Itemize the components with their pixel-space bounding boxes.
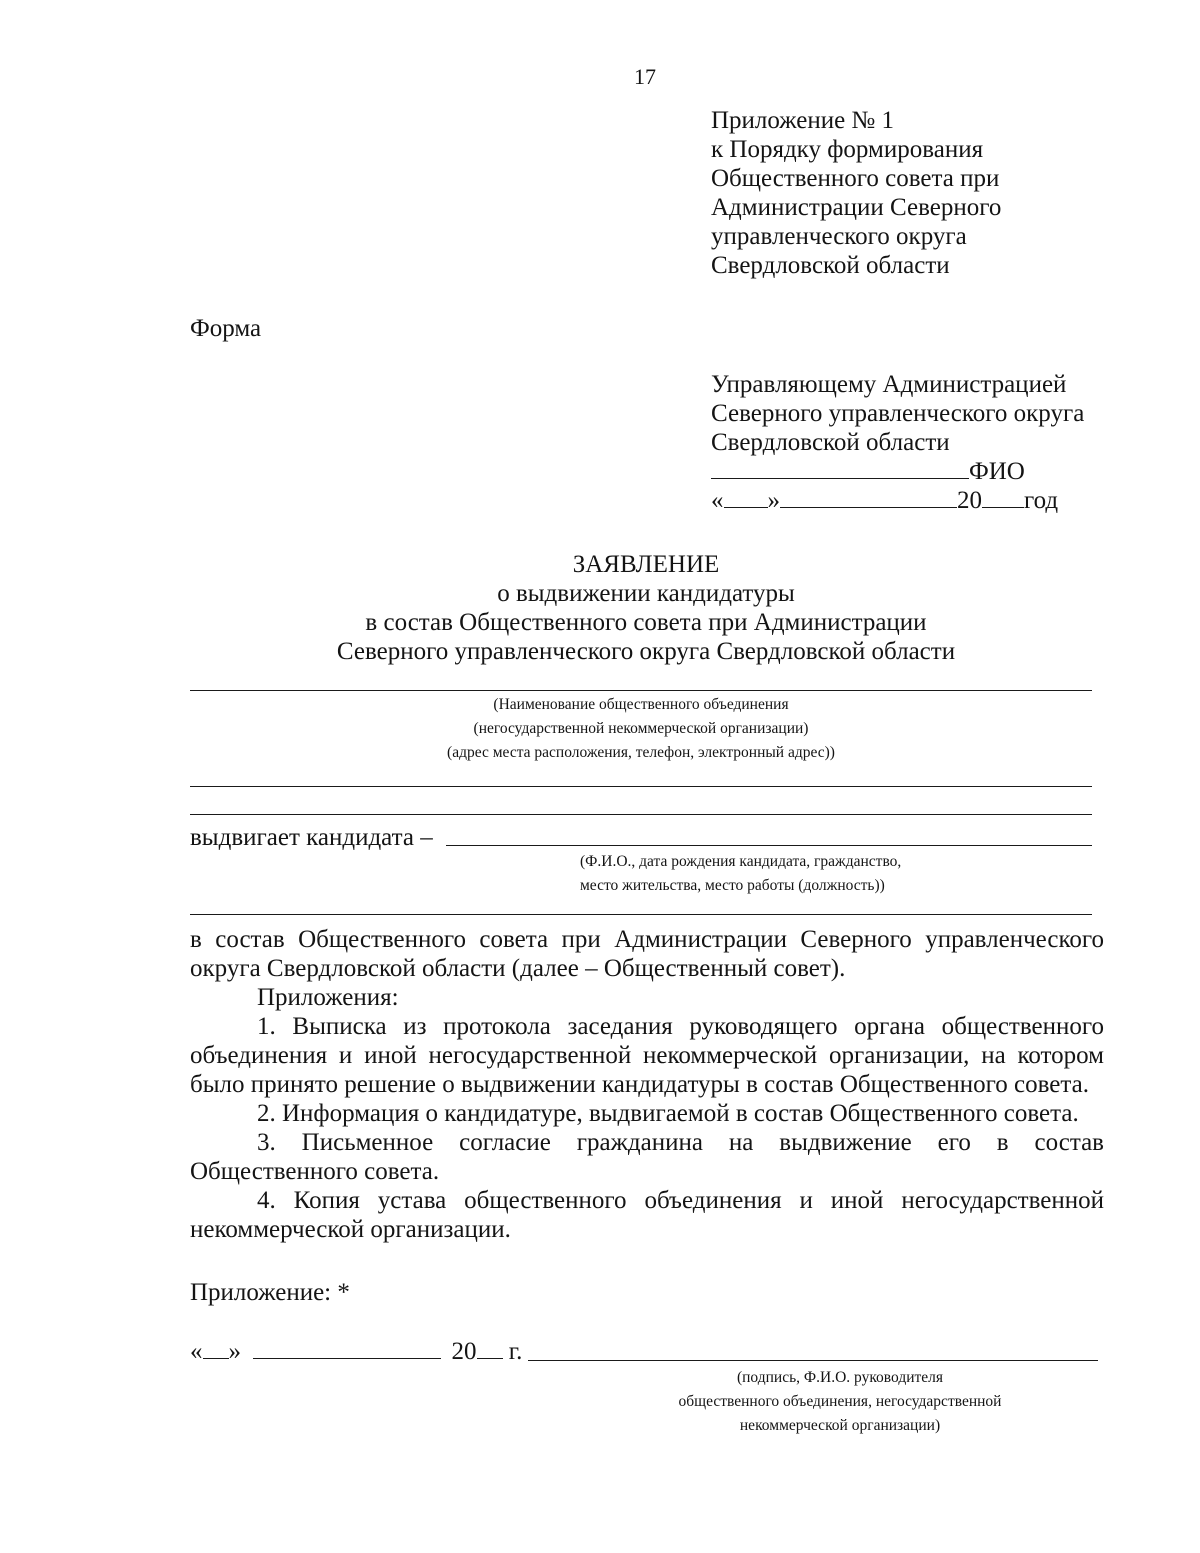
appendix-title: Приложение № 1 — [711, 107, 895, 134]
org-caption-line: (негосударственной некоммерческой организации) — [473, 720, 809, 737]
signature-caption-line: общественного объединения, негосударственной — [678, 1393, 1002, 1410]
day-blank[interactable] — [724, 507, 768, 508]
fio-blank[interactable] — [711, 478, 969, 479]
attachment-item-3: 3. Письменное согласие гражданина на выдвижение его в состав Общественного совета. — [190, 1129, 1104, 1185]
attachment-item-2: 2. Информация о кандидатуре, выдвигаемой в состав Общественного совета. — [257, 1100, 1079, 1127]
fio-label: ФИО — [969, 458, 1025, 485]
appendix-word: округа — [896, 223, 967, 250]
signature-year-blank[interactable] — [477, 1358, 503, 1359]
org-name-line[interactable] — [190, 690, 1092, 691]
statement-subtitle-2: в состав Общественного совета при Администрации — [365, 609, 927, 636]
signature-date-line — [190, 1337, 522, 1366]
appendix-word: управленческого — [711, 223, 890, 250]
attachments-title: Приложения: — [257, 984, 399, 1011]
appendix-line-3 — [711, 193, 1103, 222]
year-blank[interactable] — [982, 507, 1024, 508]
body-paragraph: в состав Общественного совета при Администрации Северного управленческого округа Свердловской области (далее – Общественный совет). — [190, 926, 1104, 982]
date-close-quote: » — [767, 487, 780, 514]
month-blank[interactable] — [780, 507, 957, 508]
appendix-header — [711, 106, 1103, 280]
appendix-word: Порядку — [729, 136, 821, 163]
signature-open-quote: « — [190, 1338, 203, 1365]
addressee-date-line — [711, 486, 1103, 515]
signature-caption-line: некоммерческой организации) — [739, 1417, 941, 1434]
attachment-item-1: 1. Выписка из протокола заседания руководящего органа общественного объединения и иной негосударственной некоммерческой организации, на котором было принято решение о выдвижении кандидатуры в состав Общественного совета. — [190, 1013, 1104, 1098]
signature-close-quote: » — [228, 1338, 241, 1365]
date-open-quote: « — [711, 487, 724, 514]
signature-day-blank[interactable] — [203, 1358, 229, 1359]
date-year-suffix: год — [1024, 487, 1059, 514]
addressee-word: Администрацией — [882, 371, 1067, 398]
appendix-word: формирования — [827, 136, 984, 163]
candidate-name-line[interactable] — [446, 845, 1092, 846]
signature-year-prefix: 20 — [451, 1338, 477, 1365]
addressee-line-1 — [711, 370, 1103, 399]
statement-title: ЗАЯВЛЕНИЕ — [572, 551, 720, 578]
statement-subtitle-1: о выдвижении кандидатуры — [497, 580, 795, 607]
addressee-block — [711, 370, 1103, 515]
signature-caption — [560, 1366, 1120, 1438]
addressee-fio-line — [711, 457, 1103, 486]
addressee-line-3: Свердловской области — [711, 429, 950, 456]
appendix-line-1 — [711, 135, 1103, 164]
date-year-prefix: 20 — [957, 487, 982, 514]
signature-month-blank[interactable] — [253, 1358, 441, 1359]
signature-line[interactable] — [528, 1360, 1098, 1361]
appendix-word: Северного — [890, 194, 1002, 221]
attachment-note: Приложение: * — [190, 1279, 350, 1306]
org-address-line-2[interactable] — [190, 814, 1092, 815]
candidate-caption-line: место жительства, место работы (должность)) — [580, 877, 885, 894]
signature-year-suffix: г. — [508, 1338, 523, 1365]
appendix-line-4 — [711, 222, 1103, 251]
candidate-caption — [580, 850, 1000, 898]
statement-subtitle-3: Северного управленческого округа Свердловской области — [336, 638, 956, 665]
candidate-extra-line[interactable] — [190, 914, 1092, 915]
org-caption-line: (Наименование общественного объединения — [493, 696, 789, 713]
appendix-word: при — [960, 165, 1000, 192]
appendix-word: Администрации — [711, 194, 884, 221]
org-address-line-1[interactable] — [190, 786, 1092, 787]
statement-heading — [190, 550, 1102, 666]
addressee-line-2: Северного управленческого округа — [711, 400, 1085, 427]
page-number: 17 — [634, 64, 656, 89]
org-caption-line: (адрес места расположения, телефон, электронный адрес)) — [447, 744, 835, 761]
org-caption — [190, 693, 1092, 765]
attachment-item-4: 4. Копия устава общественного объединения и иной негосударственной некоммерческой организации. — [190, 1187, 1104, 1243]
appendix-line-5: Свердловской области — [711, 252, 950, 279]
addressee-word: Управляющему — [711, 371, 877, 398]
appendix-line-2 — [711, 164, 1103, 193]
candidate-caption-line: (Ф.И.О., дата рождения кандидата, гражданство, — [580, 853, 902, 870]
appendix-word: к — [711, 136, 724, 163]
candidate-label: выдвигает кандидата – — [190, 824, 433, 851]
form-label: Форма — [190, 315, 262, 342]
signature-caption-line: (подпись, Ф.И.О. руководителя — [736, 1369, 944, 1386]
appendix-word: Общественного — [711, 165, 879, 192]
appendix-word: совета — [885, 165, 954, 192]
